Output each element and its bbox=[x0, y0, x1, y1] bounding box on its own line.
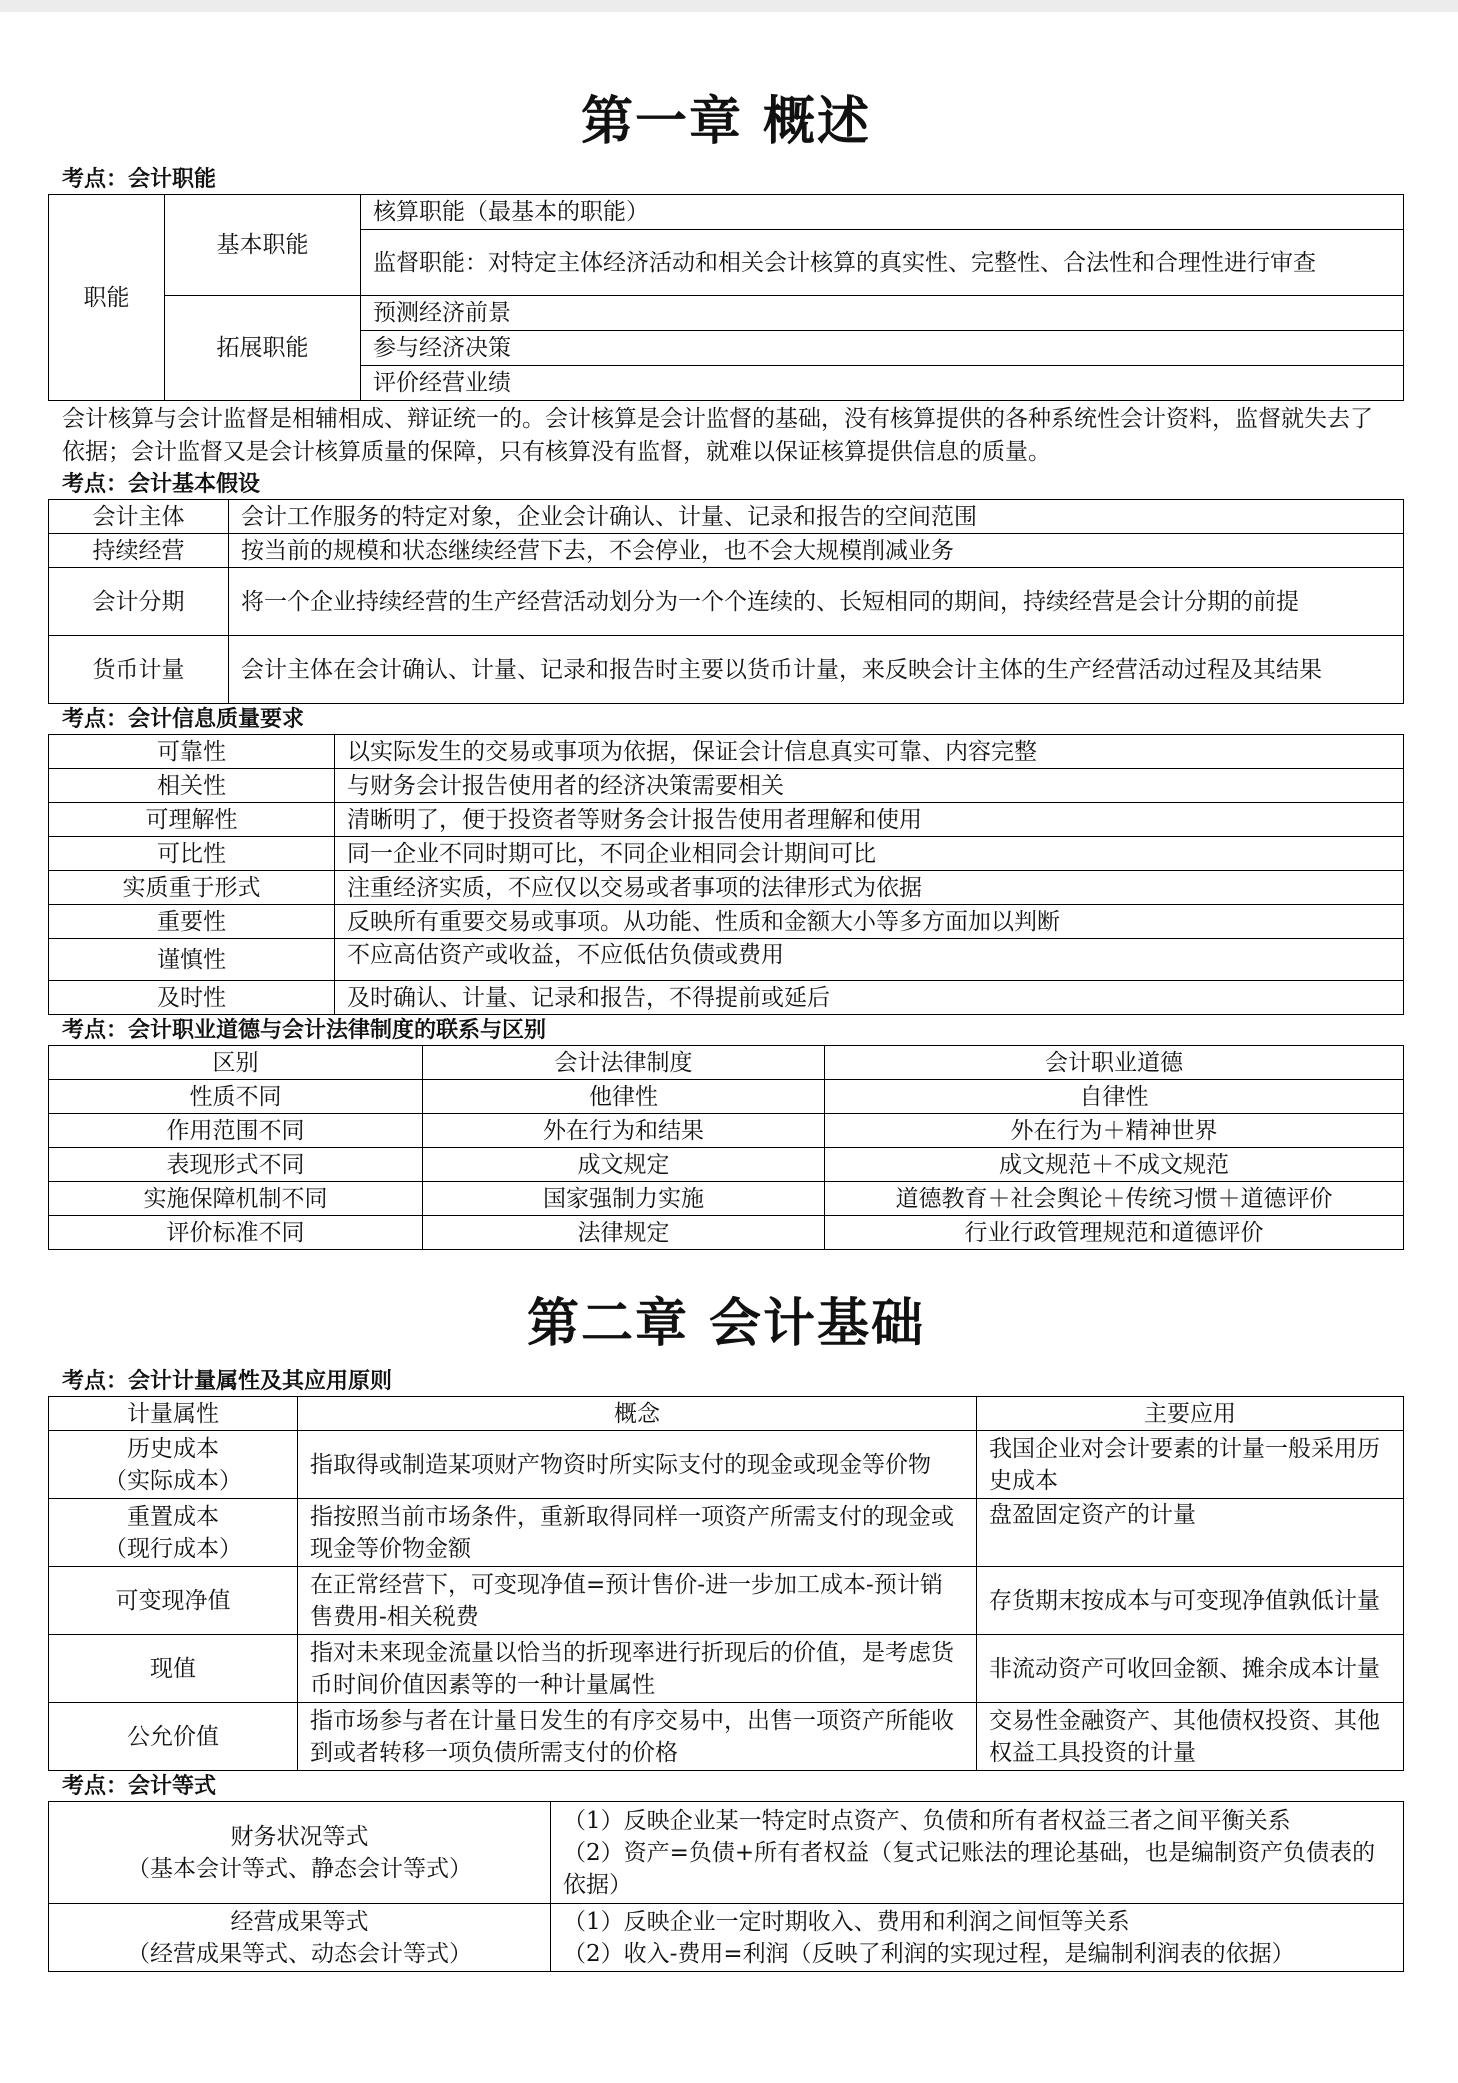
ethics-cell: 自律性 bbox=[825, 1080, 1404, 1114]
attr-alias: （现行成本） bbox=[104, 1535, 242, 1562]
equation-point: （1）反映企业某一特定时点资产、负债和所有者权益三者之间平衡关系 bbox=[563, 1807, 1291, 1834]
quality-desc: 反映所有重要交易或事项。从功能、性质和金额大小等多方面加以判断 bbox=[335, 905, 1404, 939]
measurement-use: 存货期末按成本与可变现净值孰低计量 bbox=[977, 1567, 1404, 1635]
measurement-attr: 公允价值 bbox=[49, 1703, 298, 1771]
chapter2-title: 第二章 会计基础 bbox=[526, 1294, 926, 1354]
attr-alias: （实际成本） bbox=[104, 1467, 242, 1494]
measurement-use: 我国企业对会计要素的计量一般采用历史成本 bbox=[977, 1431, 1404, 1499]
ethics-cell: 外在行为和结果 bbox=[423, 1114, 825, 1148]
measurement-attr: 可变现净值 bbox=[49, 1567, 298, 1635]
quality-term: 重要性 bbox=[49, 905, 335, 939]
ethics-header: 会计职业道德 bbox=[825, 1046, 1404, 1080]
equation-point: （2）资产=负债+所有者权益（复式记账法的理论基础，也是编制资产负债表的依据） bbox=[563, 1839, 1376, 1898]
quality-desc: 及时确认、计量、记录和报告，不得提前或延后 bbox=[335, 981, 1404, 1015]
extended-functions-label: 拓展职能 bbox=[165, 296, 361, 401]
assumption-term: 会计分期 bbox=[49, 568, 229, 636]
quality-term: 可理解性 bbox=[49, 803, 335, 837]
top-bar bbox=[0, 0, 1458, 12]
ethics-cell: 道德教育＋社会舆论＋传统习惯＋道德评价 bbox=[825, 1182, 1404, 1216]
assumption-desc: 按当前的规模和状态继续经营下去，不会停业，也不会大规模削减业务 bbox=[229, 534, 1404, 568]
equation-point: （1）反映企业一定时期收入、费用和利润之间恒等关系 bbox=[563, 1908, 1130, 1935]
assumption-term: 持续经营 bbox=[49, 534, 229, 568]
ethics-header: 区别 bbox=[49, 1046, 423, 1080]
quality-desc: 注重经济实质，不应仅以交易或者事项的法律形式为依据 bbox=[335, 871, 1404, 905]
ethics-cell: 成文规定 bbox=[423, 1148, 825, 1182]
assumption-term: 货币计量 bbox=[49, 636, 229, 704]
measurement-header: 概念 bbox=[298, 1397, 977, 1431]
quality-desc: 清晰明了，便于投资者等财务会计报告使用者理解和使用 bbox=[335, 803, 1404, 837]
ethics-cell: 成文规范＋不成文规范 bbox=[825, 1148, 1404, 1182]
assumption-desc: 将一个企业持续经营的生产经营活动划分为一个个连续的、长短相同的期间，持续经营是会计分期的前提 bbox=[229, 568, 1404, 636]
measurement-header: 主要应用 bbox=[977, 1397, 1404, 1431]
equation-points bbox=[551, 1802, 1404, 1904]
functions-table bbox=[48, 194, 1404, 401]
measurement-table bbox=[48, 1396, 1404, 1771]
ethics-table bbox=[48, 1045, 1404, 1250]
extended-function-item: 评价经营业绩 bbox=[361, 366, 1404, 401]
quality-term: 可靠性 bbox=[49, 735, 335, 769]
basic-function-item: 监督职能：对特定主体经济活动和相关会计核算的真实性、完整性、合法性和合理性进行审查 bbox=[361, 230, 1404, 296]
ethics-cell: 作用范围不同 bbox=[49, 1114, 423, 1148]
equation-point: （2）收入-费用=利润（反映了利润的实现过程，是编制利润表的依据） bbox=[563, 1940, 1295, 1967]
assumption-desc: 会计主体在会计确认、计量、记录和报告时主要以货币计量，来反映会计主体的生产经营活动过程及其结果 bbox=[229, 636, 1404, 704]
measurement-concept: 指取得或制造某项财产物资时所实际支付的现金或现金等价物 bbox=[298, 1431, 977, 1499]
ethics-cell: 行业行政管理规范和道德评价 bbox=[825, 1216, 1404, 1250]
assumptions-table bbox=[48, 499, 1404, 704]
document-page bbox=[48, 12, 1404, 1972]
quality-desc: 与财务会计报告使用者的经济决策需要相关 bbox=[335, 769, 1404, 803]
measurement-use: 交易性金融资产、其他债权投资、其他权益工具投资的计量 bbox=[977, 1703, 1404, 1771]
basic-functions-label: 基本职能 bbox=[165, 195, 361, 296]
ethics-cell: 国家强制力实施 bbox=[423, 1182, 825, 1216]
equation-title: 财务状况等式 bbox=[230, 1823, 369, 1850]
quality-table bbox=[48, 734, 1404, 1015]
equation-name bbox=[49, 1904, 551, 1972]
section-heading-functions: 考点：会计职能 bbox=[62, 167, 217, 192]
ethics-cell: 实施保障机制不同 bbox=[49, 1182, 423, 1216]
measurement-use: 非流动资产可收回金额、摊余成本计量 bbox=[977, 1635, 1404, 1703]
measurement-attr bbox=[49, 1431, 298, 1499]
functions-note: 会计核算与会计监督是相辅相成、辩证统一的。会计核算是会计监督的基础，没有核算提供的各种系统性会计资料，监督就失去了依据；会计监督又是会计核算质量的保障，只有核算没有监督，就难以保证核算提供信息的质量。 bbox=[62, 406, 1373, 465]
assumption-term: 会计主体 bbox=[49, 500, 229, 534]
measurement-attr bbox=[49, 1499, 298, 1567]
measurement-use: 盘盈固定资产的计量 bbox=[977, 1499, 1404, 1567]
chapter1-title: 第一章 概述 bbox=[580, 92, 872, 152]
ethics-cell: 他律性 bbox=[423, 1080, 825, 1114]
quality-desc: 不应高估资产或收益，不应低估负债或费用 bbox=[335, 939, 1404, 981]
quality-term: 可比性 bbox=[49, 837, 335, 871]
ethics-cell: 法律规定 bbox=[423, 1216, 825, 1250]
quality-term: 相关性 bbox=[49, 769, 335, 803]
attr-name: 重置成本 bbox=[127, 1503, 219, 1530]
section-heading-measurement: 考点：会计计量属性及其应用原则 bbox=[62, 1369, 393, 1394]
functions-root-cell: 职能 bbox=[49, 195, 165, 401]
equation-alias: （基本会计等式、静态会计等式） bbox=[127, 1855, 472, 1882]
equation-title: 经营成果等式 bbox=[230, 1908, 369, 1935]
measurement-attr: 现值 bbox=[49, 1635, 298, 1703]
ethics-cell: 评价标准不同 bbox=[49, 1216, 423, 1250]
ethics-cell: 表现形式不同 bbox=[49, 1148, 423, 1182]
section-heading-equation: 考点：会计等式 bbox=[62, 1774, 217, 1799]
equation-points bbox=[551, 1904, 1404, 1972]
basic-function-item: 核算职能（最基本的职能） bbox=[361, 195, 1404, 230]
measurement-concept: 指按照当前市场条件，重新取得同样一项资产所需支付的现金或现金等价物金额 bbox=[298, 1499, 977, 1567]
ethics-cell: 外在行为＋精神世界 bbox=[825, 1114, 1404, 1148]
quality-term: 实质重于形式 bbox=[49, 871, 335, 905]
equation-name bbox=[49, 1802, 551, 1904]
equation-alias: （经营成果等式、动态会计等式） bbox=[127, 1940, 472, 1967]
measurement-header: 计量属性 bbox=[49, 1397, 298, 1431]
measurement-concept: 在正常经营下，可变现净值=预计售价-进一步加工成本-预计销售费用-相关税费 bbox=[298, 1567, 977, 1635]
section-heading-ethics: 考点：会计职业道德与会计法律制度的联系与区别 bbox=[62, 1018, 547, 1043]
assumption-desc: 会计工作服务的特定对象，企业会计确认、计量、记录和报告的空间范围 bbox=[229, 500, 1404, 534]
quality-desc: 以实际发生的交易或事项为依据，保证会计信息真实可靠、内容完整 bbox=[335, 735, 1404, 769]
ethics-cell: 性质不同 bbox=[49, 1080, 423, 1114]
quality-term: 及时性 bbox=[49, 981, 335, 1015]
section-heading-assumptions: 考点：会计基本假设 bbox=[62, 472, 261, 497]
measurement-concept: 指对未来现金流量以恰当的折现率进行折现后的价值，是考虑货币时间价值因素等的一种计量属性 bbox=[298, 1635, 977, 1703]
section-heading-quality: 考点：会计信息质量要求 bbox=[62, 707, 305, 732]
quality-desc: 同一企业不同时期可比，不同企业相同会计期间可比 bbox=[335, 837, 1404, 871]
attr-name: 历史成本 bbox=[127, 1435, 219, 1462]
equation-table bbox=[48, 1801, 1404, 1972]
quality-term: 谨慎性 bbox=[49, 939, 335, 981]
measurement-concept: 指市场参与者在计量日发生的有序交易中，出售一项资产所能收到或者转移一项负债所需支付的价格 bbox=[298, 1703, 977, 1771]
ethics-header: 会计法律制度 bbox=[423, 1046, 825, 1080]
extended-function-item: 预测经济前景 bbox=[361, 296, 1404, 331]
extended-function-item: 参与经济决策 bbox=[361, 331, 1404, 366]
